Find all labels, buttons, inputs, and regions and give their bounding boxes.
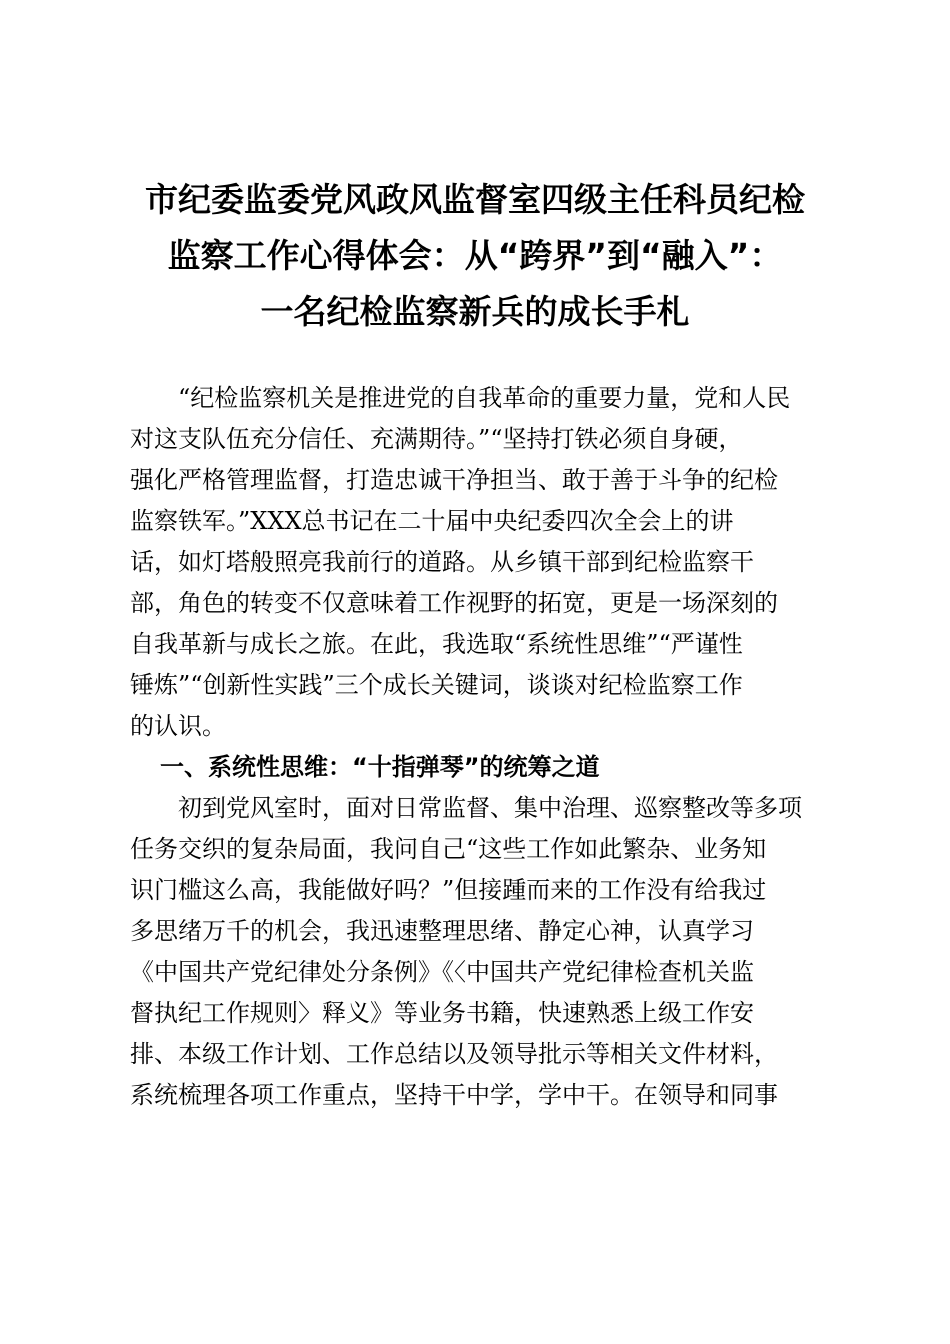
- text-line: 任务交织的复杂局面，我问自己“这些工作如此繁杂、业务知: [130, 835, 767, 863]
- text-line: 话，如灯塔般照亮我前行的道路。从乡镇干部到纪检监察干: [130, 548, 754, 576]
- text-line: 对这支队伍充分信任、充满期待。”“坚持打铁必须自身硬，: [130, 425, 743, 453]
- text-line: 的认识。: [130, 712, 226, 740]
- text-line: 多思绪万千的机会，我迅速整理思绪、静定心神，认真学习: [130, 917, 754, 945]
- text-line: 强化严格管理监督，打造忠诚干净担当、敢于善于斗争的纪检: [130, 466, 778, 494]
- text-line: 部，角色的转变不仅意味着工作视野的拓宽，更是一场深刻的: [130, 589, 778, 617]
- text-line: 初到党风室时，面对日常监督、集中治理、巡察整改等多项: [178, 794, 802, 822]
- section-heading: 一、系统性思维：“十指弹琴”的统筹之道: [160, 753, 600, 781]
- document-body: [130, 378, 830, 1116]
- text-line: 监察铁军。”XXX总书记在二十届中央纪委四次全会上的讲: [130, 507, 734, 535]
- title-line: 一名纪检监察新兵的成长手札: [260, 292, 690, 331]
- section-paragraph: [130, 788, 830, 1116]
- text-line: 锤炼”“创新性实践”三个成长关键词，谈谈对纪检监察工作: [130, 671, 743, 699]
- text-line: 《中国共产党纪律处分条例》《〈中国共产党纪律检查机关监: [130, 958, 754, 986]
- text-line: “纪检监察机关是推进党的自我革命的重要力量，党和人民: [178, 384, 791, 412]
- text-line: 识门槛这么高，我能做好吗？”但接踵而来的工作没有给我过: [130, 876, 767, 904]
- text-line: 督执纪工作规则〉释义》等业务书籍，快速熟悉上级工作安: [130, 999, 754, 1027]
- text-line: 自我革新与成长之旅。在此，我选取“系统性思维”“严谨性: [130, 630, 743, 658]
- title-line: 监察工作心得体会：从“跨界”到“融入”：: [167, 236, 783, 275]
- text-line: 系统梳理各项工作重点，坚持干中学，学中干。在领导和同事: [130, 1081, 778, 1109]
- document-title: [110, 172, 840, 340]
- intro-paragraph: [130, 378, 830, 747]
- title-line: 市纪委监委党风政风监督室四级主任科员纪检: [145, 180, 805, 219]
- text-line: 排、本级工作计划、工作总结以及领导批示等相关文件材料，: [130, 1040, 778, 1068]
